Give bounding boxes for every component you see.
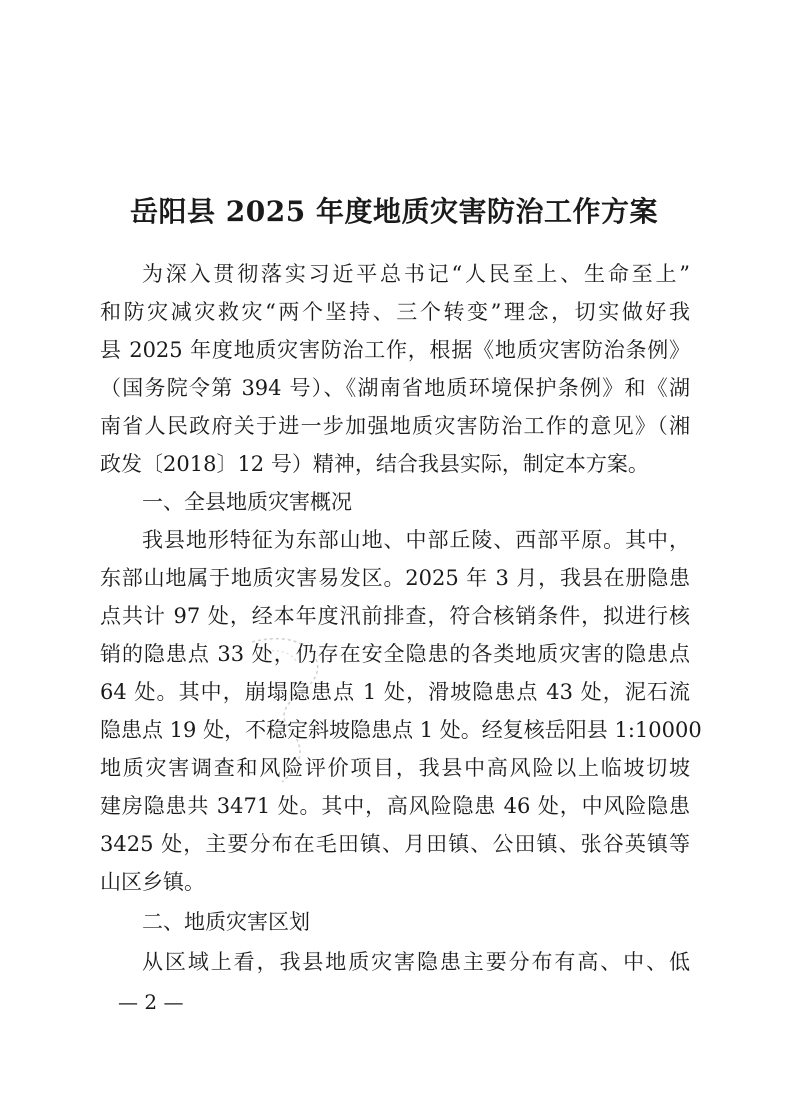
paragraph-line: 我县地形特征为东部山地、中部丘陵、西部平原。其中， (142, 528, 690, 552)
paragraph-line: 点共计 97 处，经本年度汛前排查，符合核销条件，拟进行核 (100, 604, 690, 628)
paragraph-line: 64 处。其中，崩塌隐患点 1 处，滑坡隐患点 43 处，泥石流 (100, 680, 690, 704)
paragraph-line: 地质灾害调查和风险评价项目，我县中高风险以上临坡切坡 (100, 756, 690, 780)
paragraph-line: 东部山地属于地质灾害易发区。2025 年 3 月，我县在册隐患 (100, 566, 690, 590)
paragraph-line: 3425 处，主要分布在毛田镇、月田镇、公田镇、张谷英镇等 (100, 832, 690, 856)
paragraph-line: 和防灾减灾救灾“两个坚持、三个转变”理念，切实做好我 (100, 300, 690, 324)
paragraph-line: 建房隐患共 3471 处。其中，高风险隐患 46 处，中风险隐患 (100, 794, 690, 818)
document-title: 岳阳县 2025 年度地质灾害防治工作方案 (130, 195, 658, 228)
paragraph-line: 从区域上看，我县地质灾害隐患主要分布有高、中、低 (142, 950, 690, 974)
paragraph-line: 南省人民政府关于进一步加强地质灾害防治工作的意见》（湘 (100, 414, 690, 438)
paragraph-line: （国务院令第 394 号）、《湖南省地质环境保护条例》和《湖 (100, 376, 690, 400)
paragraph-line: 隐患点 19 处，不稳定斜坡隐患点 1 处。经复核岳阳县 1:10000 (100, 718, 702, 742)
paragraph-line: 山区乡镇。 (100, 870, 205, 894)
page-number: — 2 — (118, 990, 184, 1014)
paragraph-line: 政发〔2018〕12 号）精神，结合我县实际，制定本方案。 (100, 452, 649, 476)
paragraph-line: 为深入贯彻落实习近平总书记“人民至上、生命至上” (142, 262, 690, 286)
paragraph-line: 销的隐患点 33 处，仍存在安全隐患的各类地质灾害的隐患点 (100, 642, 690, 666)
section-heading-zoning: 二、地质灾害区划 (142, 910, 310, 934)
paragraph-line: 县 2025 年度地质灾害防治工作，根据《地质灾害防治条例》 (100, 338, 690, 362)
section-heading-overview: 一、全县地质灾害概况 (142, 490, 352, 514)
